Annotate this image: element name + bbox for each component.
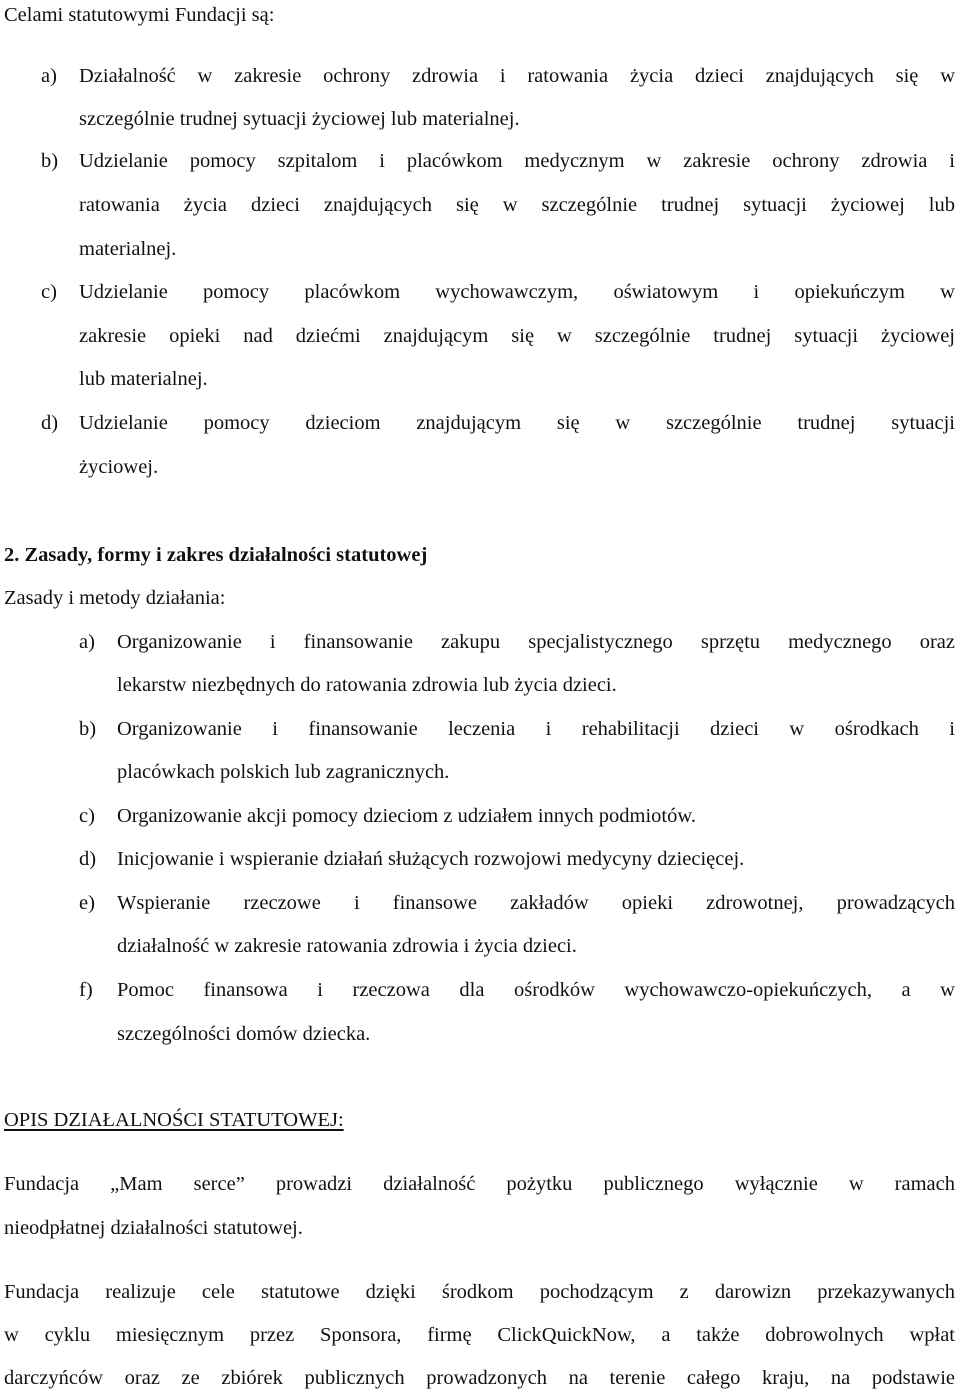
list-item-line: Udzielanie pomocy dzieciom znajdującym się w szczególnie trudnej sytuacji <box>79 412 955 434</box>
list-item-line: Organizowanie i finansowanie leczenia i rehabilitacji dzieci w ośrodkach i <box>117 718 955 740</box>
list-item-line: Udzielanie pomocy placówkom wychowawczym, oświatowym i opiekuńczym w <box>79 281 955 303</box>
paragraph-line: darczyńców oraz ze zbiórek publicznych prowadzonych na terenie całego kraju, na podstawie <box>4 1367 955 1389</box>
list-item-line: działalność w zakresie ratowania zdrowia i życia dzieci. <box>117 935 577 957</box>
list-item-line: zakresie opieki nad dziećmi znajdującym się w szczególnie trudnej sytuacji życiowej <box>79 325 955 347</box>
list-item-line: lekarstw niezbędnych do ratowania zdrowia lub życia dzieci. <box>117 674 617 696</box>
intro-text: Celami statutowymi Fundacji są: <box>4 4 275 26</box>
paragraph-line: Fundacja realizuje cele statutowe dzięki środkom pochodzącym z darowizn przekazywanych <box>4 1281 955 1303</box>
list-marker: a) <box>79 631 95 653</box>
list-marker: f) <box>79 979 93 1001</box>
list-item-line: Organizowanie akcji pomocy dzieciom z udziałem innych podmiotów. <box>117 805 696 827</box>
list-marker: d) <box>79 848 97 870</box>
list-item-line: ratowania życia dzieci znajdujących się w szczególnie trudnej sytuacji życiowej lub <box>79 194 955 216</box>
list-item-line: Inicjowanie i wspieranie działań służących rozwojowi medycyny dziecięcej. <box>117 848 745 870</box>
list-item-line: Organizowanie i finansowanie zakupu specjalistycznego sprzętu medycznego oraz <box>117 631 955 653</box>
paragraph-line: w cyklu miesięcznym przez Sponsora, firmę ClickQuickNow, a także dobrowolnych wpłat <box>4 1324 955 1346</box>
list-item-line: Wspieranie rzeczowe i finansowe zakładów opieki zdrowotnej, prowadzących <box>117 892 955 914</box>
paragraph-line: nieodpłatnej działalności statutowej. <box>4 1217 303 1239</box>
list-marker: e) <box>79 892 95 914</box>
list-item-line: Pomoc finansowa i rzeczowa dla ośrodków wychowawczo-opiekuńczych, a w <box>117 979 955 1001</box>
list-item-line: Udzielanie pomocy szpitalom i placówkom medycznym w zakresie ochrony zdrowia i <box>79 150 955 172</box>
list-item-line: życiowej. <box>79 456 159 478</box>
list-marker: b) <box>79 718 97 740</box>
section-heading: 2. Zasady, formy i zakres działalności statutowej <box>4 544 428 566</box>
section-heading: OPIS DZIAŁALNOŚCI STATUTOWEJ: <box>4 1109 344 1131</box>
section-subheading: Zasady i metody działania: <box>4 587 226 609</box>
list-item-line: placówkach polskich lub zagranicznych. <box>117 761 450 783</box>
list-marker: c) <box>79 805 95 827</box>
list-item-line: Działalność w zakresie ochrony zdrowia i ratowania życia dzieci znajdujących się w <box>79 65 955 87</box>
list-marker: d) <box>41 412 59 434</box>
list-item-line: szczególnie trudnej sytuacji życiowej lub materialnej. <box>79 108 520 130</box>
list-marker: c) <box>41 281 57 303</box>
list-marker: a) <box>41 65 57 87</box>
list-marker: b) <box>41 150 59 172</box>
paragraph-line: Fundacja „Mam serce” prowadzi działalność pożytku publicznego wyłącznie w ramach <box>4 1173 955 1195</box>
list-item-line: materialnej. <box>79 238 177 260</box>
list-item-line: lub materialnej. <box>79 368 208 390</box>
list-item-line: szczególności domów dziecka. <box>117 1023 371 1045</box>
